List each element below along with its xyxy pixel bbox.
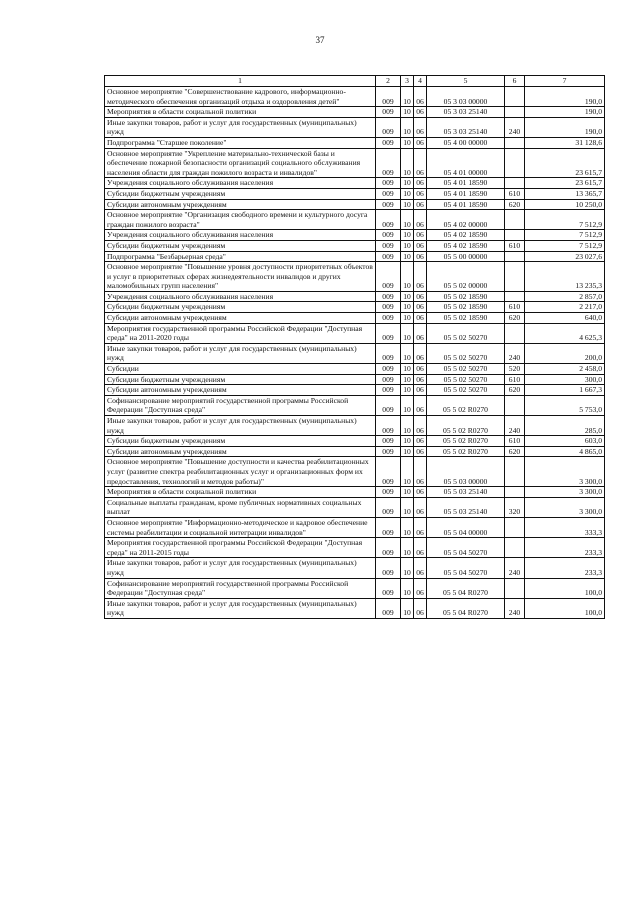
row-subsection-cell: 06: [414, 364, 427, 375]
column-header-3: 3: [401, 76, 414, 87]
row-ministry-code-cell: 009: [376, 188, 401, 199]
row-ministry-code-cell: 009: [376, 291, 401, 302]
row-subsection-cell: 06: [414, 558, 427, 578]
row-section-cell: 10: [401, 87, 414, 107]
table-row: [105, 385, 605, 396]
row-expense-type-cell: [505, 517, 525, 537]
row-expense-type-cell: [505, 87, 525, 107]
row-amount-cell: 233,3: [525, 538, 605, 558]
row-ministry-code-cell: 009: [376, 137, 401, 148]
row-subsection-cell: 06: [414, 313, 427, 324]
row-target-article-cell: 05 5 02 50270: [427, 374, 505, 385]
row-expense-type-cell: 320: [505, 497, 525, 517]
row-name-cell: Субсидии автономным учреждениям: [105, 199, 376, 210]
table-row: [105, 137, 605, 148]
table-row: [105, 199, 605, 210]
row-target-article-cell: 05 4 01 18590: [427, 178, 505, 189]
row-name-cell: Мероприятия в области социальной политики: [105, 107, 376, 118]
row-amount-cell: 1 667,3: [525, 385, 605, 396]
row-amount-cell: 285,0: [525, 416, 605, 436]
row-section-cell: 10: [401, 446, 414, 457]
row-amount-cell: 2 217,0: [525, 302, 605, 313]
row-subsection-cell: 06: [414, 240, 427, 251]
row-ministry-code-cell: 009: [376, 210, 401, 230]
row-ministry-code-cell: 009: [376, 416, 401, 436]
row-subsection-cell: 06: [414, 497, 427, 517]
row-ministry-code-cell: 009: [376, 517, 401, 537]
row-subsection-cell: 06: [414, 416, 427, 436]
row-name-cell: Субсидии автономным учреждениям: [105, 313, 376, 324]
row-subsection-cell: 06: [414, 262, 427, 292]
row-name-cell: Иные закупки товаров, работ и услуг для государственных (муниципальных) нужд: [105, 598, 376, 618]
row-subsection-cell: 06: [414, 395, 427, 415]
row-name-cell: Субсидии бюджетным учреждениям: [105, 302, 376, 313]
table-body: [105, 87, 605, 619]
table-row: [105, 87, 605, 107]
row-target-article-cell: 05 5 00 00000: [427, 251, 505, 262]
row-expense-type-cell: 610: [505, 374, 525, 385]
row-expense-type-cell: [505, 251, 525, 262]
row-amount-cell: 3 300,0: [525, 487, 605, 498]
table-row: [105, 457, 605, 487]
row-subsection-cell: 06: [414, 517, 427, 537]
row-target-article-cell: 05 5 02 18590: [427, 291, 505, 302]
row-subsection-cell: 06: [414, 87, 427, 107]
table-row: [105, 497, 605, 517]
row-target-article-cell: 05 5 02 R0270: [427, 446, 505, 457]
table-row: [105, 416, 605, 436]
row-amount-cell: 333,3: [525, 517, 605, 537]
row-section-cell: 10: [401, 395, 414, 415]
row-name-cell: Иные закупки товаров, работ и услуг для государственных (муниципальных) нужд: [105, 117, 376, 137]
row-target-article-cell: 05 4 01 00000: [427, 148, 505, 178]
row-target-article-cell: 05 5 03 00000: [427, 457, 505, 487]
row-ministry-code-cell: 009: [376, 578, 401, 598]
row-target-article-cell: 05 5 03 25140: [427, 487, 505, 498]
row-section-cell: 10: [401, 199, 414, 210]
row-ministry-code-cell: 009: [376, 374, 401, 385]
row-amount-cell: 3 300,0: [525, 457, 605, 487]
row-target-article-cell: 05 5 04 50270: [427, 538, 505, 558]
row-ministry-code-cell: 009: [376, 262, 401, 292]
row-target-article-cell: 05 4 02 00000: [427, 210, 505, 230]
row-target-article-cell: 05 5 04 00000: [427, 517, 505, 537]
row-expense-type-cell: 610: [505, 188, 525, 199]
row-amount-cell: 190,0: [525, 107, 605, 118]
row-ministry-code-cell: 009: [376, 87, 401, 107]
row-expense-type-cell: [505, 538, 525, 558]
column-header-4: 4: [414, 76, 427, 87]
row-amount-cell: 7 512,9: [525, 240, 605, 251]
row-name-cell: Мероприятия государственной программы Российской Федерации "Доступная среда" на 2011-2020 годы: [105, 323, 376, 343]
row-amount-cell: 23 027,6: [525, 251, 605, 262]
row-subsection-cell: 06: [414, 343, 427, 363]
row-expense-type-cell: [505, 457, 525, 487]
table-row: [105, 446, 605, 457]
row-expense-type-cell: 240: [505, 416, 525, 436]
row-amount-cell: 640,0: [525, 313, 605, 324]
row-target-article-cell: 05 5 02 50270: [427, 343, 505, 363]
row-expense-type-cell: [505, 291, 525, 302]
row-section-cell: 10: [401, 343, 414, 363]
row-target-article-cell: 05 4 01 18590: [427, 199, 505, 210]
row-expense-type-cell: 240: [505, 558, 525, 578]
row-amount-cell: 13 365,7: [525, 188, 605, 199]
row-ministry-code-cell: 009: [376, 117, 401, 137]
row-target-article-cell: 05 3 03 25140: [427, 117, 505, 137]
row-target-article-cell: 05 3 03 25140: [427, 107, 505, 118]
row-section-cell: 10: [401, 240, 414, 251]
row-target-article-cell: 05 5 02 R0270: [427, 436, 505, 447]
row-target-article-cell: 05 5 04 50270: [427, 558, 505, 578]
row-ministry-code-cell: 009: [376, 558, 401, 578]
row-target-article-cell: 05 5 02 R0270: [427, 395, 505, 415]
table-row: [105, 558, 605, 578]
table-row: [105, 517, 605, 537]
row-target-article-cell: 05 4 01 18590: [427, 188, 505, 199]
row-name-cell: Основное мероприятие "Информационно-методическое и кадровое обеспечение системы реабилитации и социальной интеграции инвалидов": [105, 517, 376, 537]
table-row: [105, 487, 605, 498]
row-ministry-code-cell: 009: [376, 230, 401, 241]
row-name-cell: Иные закупки товаров, работ и услуг для государственных (муниципальных) нужд: [105, 416, 376, 436]
row-amount-cell: 190,0: [525, 117, 605, 137]
table-row: [105, 374, 605, 385]
row-ministry-code-cell: 009: [376, 302, 401, 313]
table-row: [105, 291, 605, 302]
table-row: [105, 148, 605, 178]
row-target-article-cell: 05 4 00 00000: [427, 137, 505, 148]
row-target-article-cell: 05 5 02 00000: [427, 262, 505, 292]
row-subsection-cell: 06: [414, 210, 427, 230]
table-row: [105, 210, 605, 230]
row-subsection-cell: 06: [414, 374, 427, 385]
row-name-cell: Учреждения социального обслуживания населения: [105, 230, 376, 241]
row-subsection-cell: 06: [414, 598, 427, 618]
row-subsection-cell: 06: [414, 137, 427, 148]
row-name-cell: Основное мероприятие "Повышение уровня доступности приоритетных объектов и услуг в приоритетных сферах жизнедеятельности инвалидов и других маломобильных групп населения": [105, 262, 376, 292]
table-row: [105, 343, 605, 363]
table-row: [105, 302, 605, 313]
column-header-1: 1: [105, 76, 376, 87]
row-section-cell: 10: [401, 487, 414, 498]
row-name-cell: Учреждения социального обслуживания населения: [105, 178, 376, 189]
row-expense-type-cell: [505, 107, 525, 118]
row-expense-type-cell: 520: [505, 364, 525, 375]
table-row: [105, 538, 605, 558]
row-expense-type-cell: [505, 148, 525, 178]
row-subsection-cell: 06: [414, 538, 427, 558]
table-row: [105, 578, 605, 598]
row-section-cell: 10: [401, 302, 414, 313]
row-name-cell: Софинансирование мероприятий государственной программы Российской Федерации "Доступная среда": [105, 395, 376, 415]
row-section-cell: 10: [401, 251, 414, 262]
row-name-cell: Субсидии бюджетным учреждениям: [105, 436, 376, 447]
row-expense-type-cell: 240: [505, 117, 525, 137]
row-ministry-code-cell: 009: [376, 199, 401, 210]
row-expense-type-cell: [505, 487, 525, 498]
row-name-cell: Основное мероприятие "Укрепление материально-технической базы и обеспечение пожарной безопасности организаций социального обслуживания населения области для граждан пожилого возраста и инвалидов": [105, 148, 376, 178]
row-section-cell: 10: [401, 538, 414, 558]
row-target-article-cell: 05 5 02 18590: [427, 302, 505, 313]
row-amount-cell: 31 128,6: [525, 137, 605, 148]
row-ministry-code-cell: 009: [376, 178, 401, 189]
row-amount-cell: 603,0: [525, 436, 605, 447]
row-amount-cell: 23 615,7: [525, 178, 605, 189]
row-subsection-cell: 06: [414, 385, 427, 396]
row-name-cell: Субсидии бюджетным учреждениям: [105, 374, 376, 385]
row-name-cell: Основное мероприятие "Организация свободного времени и культурного досуга граждан пожилого возраста": [105, 210, 376, 230]
row-ministry-code-cell: 009: [376, 240, 401, 251]
row-amount-cell: 4 865,0: [525, 446, 605, 457]
column-header-7: 7: [525, 76, 605, 87]
row-section-cell: 10: [401, 385, 414, 396]
row-subsection-cell: 06: [414, 291, 427, 302]
row-amount-cell: 10 250,0: [525, 199, 605, 210]
row-subsection-cell: 06: [414, 188, 427, 199]
table-row: [105, 251, 605, 262]
row-name-cell: Социальные выплаты гражданам, кроме публичных нормативных социальных выплат: [105, 497, 376, 517]
row-ministry-code-cell: 009: [376, 446, 401, 457]
row-section-cell: 10: [401, 230, 414, 241]
row-amount-cell: 2 857,0: [525, 291, 605, 302]
row-target-article-cell: 05 5 02 18590: [427, 313, 505, 324]
row-amount-cell: 233,3: [525, 558, 605, 578]
row-section-cell: 10: [401, 364, 414, 375]
row-target-article-cell: 05 5 02 50270: [427, 385, 505, 396]
row-name-cell: Учреждения социального обслуживания населения: [105, 291, 376, 302]
row-amount-cell: 200,0: [525, 343, 605, 363]
row-subsection-cell: 06: [414, 199, 427, 210]
row-expense-type-cell: 610: [505, 240, 525, 251]
row-amount-cell: 190,0: [525, 87, 605, 107]
row-section-cell: 10: [401, 517, 414, 537]
row-amount-cell: 13 235,3: [525, 262, 605, 292]
row-ministry-code-cell: 009: [376, 598, 401, 618]
row-amount-cell: 5 753,0: [525, 395, 605, 415]
table-row: [105, 240, 605, 251]
row-section-cell: 10: [401, 107, 414, 118]
row-section-cell: 10: [401, 262, 414, 292]
row-name-cell: Основное мероприятие "Совершенствование кадрового, информационно-методического обеспечения организаций отдыха и оздоровления детей": [105, 87, 376, 107]
row-target-article-cell: 05 5 02 50270: [427, 364, 505, 375]
row-subsection-cell: 06: [414, 302, 427, 313]
row-subsection-cell: 06: [414, 251, 427, 262]
row-section-cell: 10: [401, 558, 414, 578]
page-number: 37: [315, 35, 325, 45]
row-ministry-code-cell: 009: [376, 395, 401, 415]
row-subsection-cell: 06: [414, 457, 427, 487]
row-subsection-cell: 06: [414, 487, 427, 498]
row-expense-type-cell: 620: [505, 313, 525, 324]
row-expense-type-cell: 620: [505, 199, 525, 210]
table-row: [105, 107, 605, 118]
row-expense-type-cell: 620: [505, 446, 525, 457]
row-subsection-cell: 06: [414, 446, 427, 457]
row-ministry-code-cell: 009: [376, 487, 401, 498]
row-expense-type-cell: [505, 230, 525, 241]
row-section-cell: 10: [401, 457, 414, 487]
column-header-6: 6: [505, 76, 525, 87]
row-name-cell: Мероприятия в области социальной политики: [105, 487, 376, 498]
row-expense-type-cell: 610: [505, 436, 525, 447]
table-row: [105, 364, 605, 375]
row-section-cell: 10: [401, 117, 414, 137]
row-section-cell: 10: [401, 323, 414, 343]
row-name-cell: Софинансирование мероприятий государственной программы Российской Федерации "Доступная среда": [105, 578, 376, 598]
table-row: [105, 188, 605, 199]
table-row: [105, 117, 605, 137]
row-target-article-cell: 05 3 03 00000: [427, 87, 505, 107]
row-section-cell: 10: [401, 313, 414, 324]
row-section-cell: 10: [401, 148, 414, 178]
table-row: [105, 178, 605, 189]
row-section-cell: 10: [401, 374, 414, 385]
row-expense-type-cell: [505, 178, 525, 189]
table-header-row: [105, 76, 605, 87]
row-expense-type-cell: 610: [505, 302, 525, 313]
row-amount-cell: 100,0: [525, 578, 605, 598]
row-section-cell: 10: [401, 416, 414, 436]
row-ministry-code-cell: 009: [376, 323, 401, 343]
row-section-cell: 10: [401, 291, 414, 302]
row-name-cell: Основное мероприятие "Повышение доступности и качества реабилитационных услуг (развитие спектра реабилитационных услуг и организационных форм их предоставления, технологий и методов работы)": [105, 457, 376, 487]
column-header-5: 5: [427, 76, 505, 87]
row-subsection-cell: 06: [414, 107, 427, 118]
row-ministry-code-cell: 009: [376, 538, 401, 558]
row-name-cell: Мероприятия государственной программы Российской Федерации "Доступная среда" на 2011-2015 годы: [105, 538, 376, 558]
row-subsection-cell: 06: [414, 436, 427, 447]
table-row: [105, 313, 605, 324]
row-name-cell: Иные закупки товаров, работ и услуг для государственных (муниципальных) нужд: [105, 343, 376, 363]
row-section-cell: 10: [401, 188, 414, 199]
row-expense-type-cell: [505, 137, 525, 148]
row-amount-cell: 23 615,7: [525, 148, 605, 178]
table-row: [105, 436, 605, 447]
row-expense-type-cell: [505, 323, 525, 343]
row-amount-cell: 7 512,9: [525, 230, 605, 241]
row-subsection-cell: 06: [414, 117, 427, 137]
row-ministry-code-cell: 009: [376, 313, 401, 324]
row-amount-cell: 300,0: [525, 374, 605, 385]
row-ministry-code-cell: 009: [376, 148, 401, 178]
row-section-cell: 10: [401, 578, 414, 598]
table-row: [105, 262, 605, 292]
row-name-cell: Субсидии бюджетным учреждениям: [105, 188, 376, 199]
row-target-article-cell: 05 5 02 R0270: [427, 416, 505, 436]
row-expense-type-cell: [505, 578, 525, 598]
row-name-cell: Иные закупки товаров, работ и услуг для государственных (муниципальных) нужд: [105, 558, 376, 578]
row-target-article-cell: 05 4 02 18590: [427, 230, 505, 241]
row-name-cell: Субсидии бюджетным учреждениям: [105, 240, 376, 251]
row-target-article-cell: 05 4 02 18590: [427, 240, 505, 251]
row-name-cell: Подпрограмма "Безбарьерная среда": [105, 251, 376, 262]
row-expense-type-cell: [505, 262, 525, 292]
row-subsection-cell: 06: [414, 178, 427, 189]
row-name-cell: Субсидии: [105, 364, 376, 375]
table-row: [105, 598, 605, 618]
row-target-article-cell: 05 5 04 R0270: [427, 578, 505, 598]
row-amount-cell: 4 625,3: [525, 323, 605, 343]
row-name-cell: Субсидии автономным учреждениям: [105, 446, 376, 457]
row-expense-type-cell: 240: [505, 343, 525, 363]
row-subsection-cell: 06: [414, 578, 427, 598]
row-section-cell: 10: [401, 137, 414, 148]
row-expense-type-cell: 620: [505, 385, 525, 396]
row-amount-cell: 7 512,9: [525, 210, 605, 230]
row-target-article-cell: 05 5 03 25140: [427, 497, 505, 517]
row-section-cell: 10: [401, 598, 414, 618]
row-subsection-cell: 06: [414, 323, 427, 343]
table-row: [105, 323, 605, 343]
row-subsection-cell: 06: [414, 230, 427, 241]
row-section-cell: 10: [401, 178, 414, 189]
budget-table: [104, 75, 605, 619]
table-row: [105, 230, 605, 241]
row-amount-cell: 3 300,0: [525, 497, 605, 517]
row-target-article-cell: 05 5 04 R0270: [427, 598, 505, 618]
row-amount-cell: 2 458,0: [525, 364, 605, 375]
row-ministry-code-cell: 009: [376, 385, 401, 396]
row-expense-type-cell: 240: [505, 598, 525, 618]
row-expense-type-cell: [505, 210, 525, 230]
column-header-2: 2: [376, 76, 401, 87]
row-ministry-code-cell: 009: [376, 107, 401, 118]
row-subsection-cell: 06: [414, 148, 427, 178]
row-amount-cell: 100,0: [525, 598, 605, 618]
row-name-cell: Подпрограмма "Старшее поколение": [105, 137, 376, 148]
row-ministry-code-cell: 009: [376, 364, 401, 375]
row-ministry-code-cell: 009: [376, 436, 401, 447]
row-section-cell: 10: [401, 497, 414, 517]
row-section-cell: 10: [401, 436, 414, 447]
row-ministry-code-cell: 009: [376, 251, 401, 262]
table-row: [105, 395, 605, 415]
row-ministry-code-cell: 009: [376, 343, 401, 363]
row-expense-type-cell: [505, 395, 525, 415]
row-ministry-code-cell: 009: [376, 497, 401, 517]
row-ministry-code-cell: 009: [376, 457, 401, 487]
row-target-article-cell: 05 5 02 50270: [427, 323, 505, 343]
row-name-cell: Субсидии автономным учреждениям: [105, 385, 376, 396]
row-section-cell: 10: [401, 210, 414, 230]
